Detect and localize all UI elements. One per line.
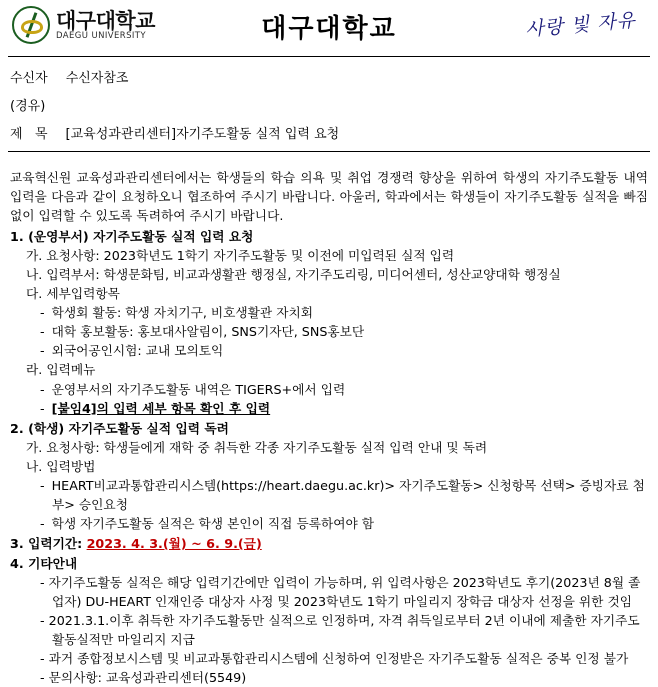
via-label: (경유): [10, 99, 46, 114]
item-marker: -: [40, 515, 45, 531]
item-text: 문의사항: 교육성과관리센터(5549): [48, 670, 247, 686]
document-header: [8, 0, 650, 54]
item-marker: 나.: [26, 458, 43, 474]
meta-divider: [8, 151, 650, 152]
item-text: 운영부서의 자기주도활동 내역은 TIGERS+에서 입력: [51, 381, 346, 397]
list-item: [10, 649, 648, 668]
item-marker: 나.: [26, 267, 43, 283]
logo-korean-name: 대구대학교: [56, 8, 155, 33]
item-marker: -: [40, 651, 45, 667]
item-text: [붙임4]의 입력 세부 항목 확인 후 입력: [51, 400, 271, 416]
recipient-label: 수신자: [10, 71, 48, 86]
list-item: [10, 227, 648, 246]
recipient-value: 수신자참조: [65, 71, 129, 86]
list-item: [10, 457, 648, 476]
item-text: HEART비교과통합관리시스템(https://heart.daegu.ac.kr)> 자기주도활동> 신청항목 선택> 증빙자료 첨부> 승인요청: [51, 477, 645, 512]
list-item: [10, 554, 648, 573]
item-text: 입력부서: 학생문화팀, 비교과생활관 행정실, 자기주도리링, 미디어센터, 성산교양대학 행정실: [46, 267, 561, 283]
item-text: 2021.3.1.이후 취득한 자기주도활동만 실적으로 인정하며, 자격 취득일로부터 2년 이내에 제출한 자기주도활동실적만 마일리지 지급: [48, 613, 640, 648]
document-meta: [8, 57, 650, 142]
list-item: [10, 611, 648, 649]
item-marker: -: [40, 305, 45, 321]
item-marker: -: [40, 477, 45, 493]
list-item: [10, 322, 648, 341]
calligraphy-seal: 사랑 빛 자유: [524, 9, 637, 41]
item-marker: -: [40, 343, 45, 359]
list-item: [10, 399, 648, 418]
item-text: 입력방법: [46, 458, 96, 474]
item-marker: -: [40, 613, 45, 629]
item-marker: -: [40, 574, 45, 590]
document-body: [8, 160, 650, 687]
item-text: 과거 종합정보시스템 및 비교과통합관리시스템에 신청하여 인정받은 자기주도활동 실적은 중복 인정 불가: [48, 651, 629, 667]
list-item: [10, 476, 648, 514]
subject-value: [교육성과관리센터]자기주도활동 실적 입력 요청: [65, 127, 340, 142]
item-text: 학생 자기주도활동 실적은 학생 본인이 직접 등록하여야 함: [51, 515, 375, 531]
list-item: [10, 438, 648, 457]
item-text: 외국어공인시험: 교내 모의토익: [51, 343, 224, 359]
input-period-value: 2023. 4. 3.(월) ~ 6. 9.(금): [86, 535, 262, 551]
document-org-title: 대구대학교: [261, 14, 397, 44]
item-text: 요청사항: 2023학년도 1학기 자기주도활동 및 이전에 미입력된 실적 입력: [46, 248, 455, 264]
item-text: 기타안내: [28, 555, 78, 571]
item-text: 세부입력항목: [46, 286, 120, 302]
item-number: 3.: [10, 535, 24, 551]
list-item: [10, 419, 648, 438]
item-number: 1.: [10, 229, 24, 245]
list-item: [10, 303, 648, 322]
list-item: [10, 246, 648, 265]
item-marker: -: [40, 670, 45, 686]
recipient-row: [10, 67, 648, 86]
list-item: [10, 265, 648, 284]
list-item: [10, 514, 648, 533]
item-number: 2.: [10, 420, 24, 436]
list-item: [10, 284, 648, 303]
item-text: 대학 홍보활동: 홍보대사알림이, SNS기자단, SNS홍보단: [51, 324, 365, 340]
item-text: 학생회 활동: 학생 자치기구, 비호생활관 자치회: [51, 305, 313, 321]
list-item: [10, 380, 648, 399]
item-marker: 가.: [26, 248, 43, 264]
item-text: 입력메뉴: [46, 362, 96, 378]
item-marker: -: [40, 400, 45, 416]
list-item: [10, 534, 648, 553]
list-item: [10, 341, 648, 360]
item-label: 입력기간:: [28, 535, 87, 551]
item-marker: -: [40, 324, 45, 340]
item-text: 자기주도활동 실적은 해당 입력기간에만 입력이 가능하며, 위 입력사항은 2023학년도 후기(2023년 8월 졸업자) DU-HEART 인재인증 대상자 사정 및 2023학년도 1학기 마일리지 장학금 대상자 선정을 위한 것임: [48, 574, 641, 610]
list-item: [10, 360, 648, 379]
intro-paragraph: 교육혁신원 교육성과관리센터에서는 학생들의 학습 의욕 및 취업 경쟁력 향상을 위하여 학생의 자기주도활동 내역 입력을 다음과 같이 요청하오니 협조하여 주시기 바랍니다. 아울러, 학과에서는 학생들이 자기주도활동 실적을 빠짐없이 입력할 수 있도록 독려하여 주시기 바랍니다.: [10, 170, 648, 224]
item-marker: 다.: [26, 286, 43, 302]
item-text: (학생) 자기주도활동 실적 입력 독려: [28, 420, 229, 436]
subject-label: 제 목: [10, 127, 48, 142]
subject-row: [10, 123, 648, 142]
item-text: 요청사항: 학생들에게 재학 중 취득한 각종 자기주도활동 실적 입력 안내 및 독려: [46, 439, 488, 455]
item-text: (운영부서) 자기주도활동 실적 입력 요청: [28, 229, 254, 245]
item-marker: -: [40, 381, 45, 397]
item-marker: 가.: [26, 439, 43, 455]
logo-english-name: DAEGU UNIVERSITY: [56, 30, 146, 41]
via-row: [10, 95, 648, 114]
item-number: 4.: [10, 555, 24, 571]
list-item: [10, 668, 648, 687]
item-marker: 라.: [26, 362, 43, 378]
